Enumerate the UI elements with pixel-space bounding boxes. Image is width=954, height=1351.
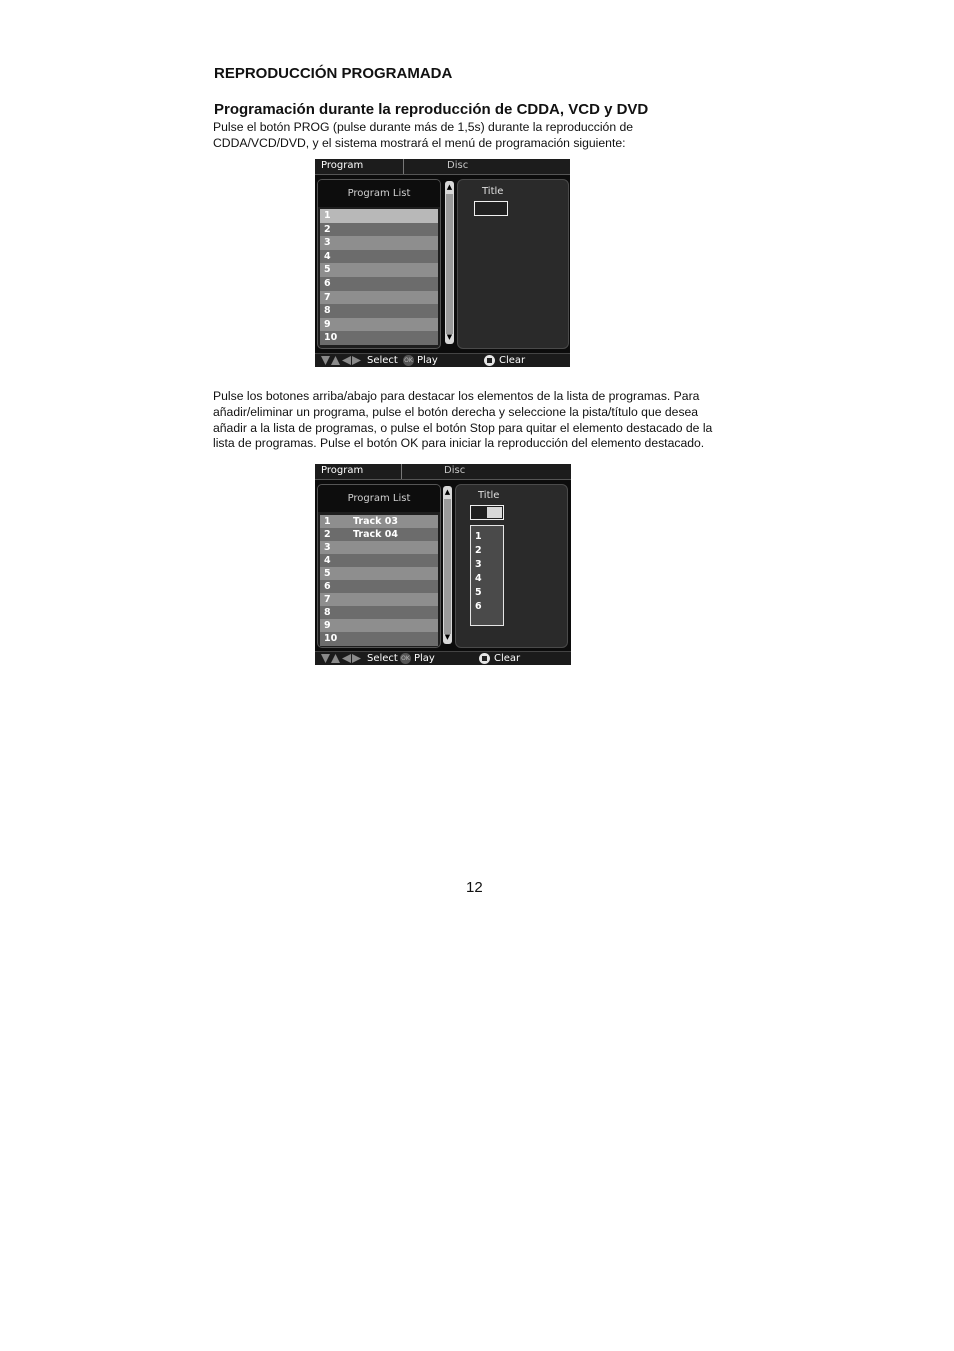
intro-paragraph: Pulse el botón PROG (pulse durante más de 1,5s) durante la reproducción de CDDA/VCD/DVD, y el sistema mostrará el menú de programación siguiente: <box>213 120 634 150</box>
title-selector[interactable] <box>470 505 504 520</box>
program-row-number: 3 <box>324 542 331 553</box>
program-row-number: 2 <box>324 529 331 540</box>
program-row-number: 7 <box>324 291 331 303</box>
osd-help-bar <box>315 651 571 665</box>
osd-help-bar <box>315 353 570 367</box>
program-row-number: 8 <box>324 305 331 317</box>
program-list-header: Program List <box>318 180 440 207</box>
ok-button-icon: OK <box>401 655 410 662</box>
tab-program: Program <box>321 160 364 171</box>
scroll-down-icon[interactable]: ▼ <box>446 333 453 341</box>
left-arrow-icon <box>342 356 351 365</box>
title-dropdown-item[interactable]: 6 <box>475 601 482 612</box>
program-row-number: 1 <box>324 516 331 527</box>
page-number: 12 <box>466 879 483 896</box>
stop-button-icon <box>484 355 495 366</box>
program-row-track: Track 04 <box>353 529 399 540</box>
program-row-number: 7 <box>324 594 331 605</box>
program-list-row[interactable] <box>320 554 438 568</box>
program-row-number: 8 <box>324 607 331 618</box>
program-list-row[interactable] <box>320 263 438 277</box>
left-arrow-icon <box>342 654 351 663</box>
program-list-row[interactable] <box>320 528 438 542</box>
program-row-number: 6 <box>324 278 331 289</box>
tab-disc: Disc <box>447 160 469 171</box>
play-hint: Play <box>414 653 435 664</box>
program-list-row[interactable] <box>320 606 438 620</box>
program-row-number: 4 <box>324 250 331 262</box>
program-row-number: 5 <box>324 568 331 579</box>
program-list-row[interactable] <box>320 250 438 264</box>
scroll-thumb[interactable] <box>444 499 451 634</box>
program-menu-screenshot-2 <box>315 464 571 665</box>
ok-button-icon: OK <box>404 357 413 364</box>
clear-hint: Clear <box>499 355 526 366</box>
program-list-row[interactable] <box>320 515 438 529</box>
section-title: REPRODUCCIÓN PROGRAMADA <box>214 65 453 82</box>
program-list-row[interactable] <box>320 580 438 594</box>
title-selector[interactable] <box>474 201 508 216</box>
title-dropdown-item[interactable]: 3 <box>475 559 482 570</box>
scroll-up-icon[interactable]: ▲ <box>444 488 451 496</box>
instructions-paragraph: Pulse los botones arriba/abajo para destacar los elementos de la lista de programas. Para añadir/eliminar un programa, pulse el botón derecha y seleccione la pista/título que desea añadir a la lista de programas, o pulse el botón Stop para quitar el elemento destacado de la lista de programas. Pulse el botón OK para iniciar la reproducción del elemento destacado. <box>213 389 713 451</box>
up-arrow-icon <box>331 356 340 365</box>
tab-program: Program <box>321 465 364 476</box>
osd-tab-bar <box>315 464 571 480</box>
program-row-number: 5 <box>324 264 331 276</box>
title-dropdown[interactable] <box>470 525 504 626</box>
program-row-track: Track 03 <box>353 516 399 527</box>
select-hint: Select <box>367 653 398 664</box>
program-menu-screenshot-1 <box>315 159 570 367</box>
tab-divider <box>403 159 404 174</box>
program-list-scrollbar[interactable] <box>445 181 454 344</box>
title-dropdown-item[interactable]: 4 <box>475 573 482 584</box>
up-arrow-icon <box>331 654 340 663</box>
program-row-number: 2 <box>324 223 331 235</box>
title-dropdown-item[interactable]: 2 <box>475 545 482 556</box>
program-row-number: 9 <box>324 318 331 330</box>
program-row-number: 10 <box>324 332 338 344</box>
program-list-row[interactable] <box>320 632 438 646</box>
program-list-row[interactable] <box>320 277 438 291</box>
program-list-row[interactable] <box>320 593 438 607</box>
program-row-number: 4 <box>324 555 331 566</box>
scroll-down-icon[interactable]: ▼ <box>444 633 451 641</box>
program-list-row[interactable] <box>320 223 438 237</box>
title-panel <box>457 179 569 349</box>
program-list-row[interactable] <box>320 236 438 250</box>
play-hint: Play <box>417 355 438 366</box>
clear-hint: Clear <box>494 653 521 664</box>
program-row-number: 10 <box>324 633 338 644</box>
program-row-number: 1 <box>324 210 331 221</box>
program-list-row[interactable] <box>320 541 438 555</box>
title-dropdown-item[interactable]: 5 <box>475 587 482 598</box>
title-label: Title <box>482 186 504 197</box>
tab-disc: Disc <box>444 465 466 476</box>
scroll-up-icon[interactable]: ▲ <box>446 183 453 191</box>
right-arrow-icon <box>352 356 361 365</box>
program-list-scrollbar[interactable] <box>443 486 452 644</box>
stop-button-icon <box>479 653 490 664</box>
title-selector-highlight <box>487 507 502 518</box>
program-list-row[interactable] <box>320 331 438 345</box>
program-list-header: Program List <box>318 485 440 512</box>
program-list-panel <box>317 484 441 648</box>
program-row-number: 3 <box>324 237 331 249</box>
tab-divider <box>401 464 402 479</box>
program-list-row[interactable] <box>320 619 438 633</box>
title-dropdown-item[interactable]: 1 <box>475 531 482 542</box>
scroll-thumb[interactable] <box>446 194 453 334</box>
title-label: Title <box>478 490 500 501</box>
program-list-row[interactable] <box>320 304 438 318</box>
osd-tab-bar <box>315 159 570 175</box>
down-arrow-icon <box>321 356 330 365</box>
program-row-number: 6 <box>324 581 331 592</box>
program-list-panel <box>317 179 441 349</box>
program-list-row[interactable] <box>320 318 438 332</box>
down-arrow-icon <box>321 654 330 663</box>
program-list-row[interactable] <box>320 567 438 581</box>
title-panel <box>455 484 568 648</box>
program-list-row[interactable] <box>320 291 438 305</box>
program-row-number: 9 <box>324 620 331 631</box>
subsection-title: Programación durante la reproducción de CDDA, VCD y DVD <box>214 101 649 118</box>
select-hint: Select <box>367 355 398 366</box>
right-arrow-icon <box>352 654 361 663</box>
program-list-row[interactable] <box>320 209 438 223</box>
